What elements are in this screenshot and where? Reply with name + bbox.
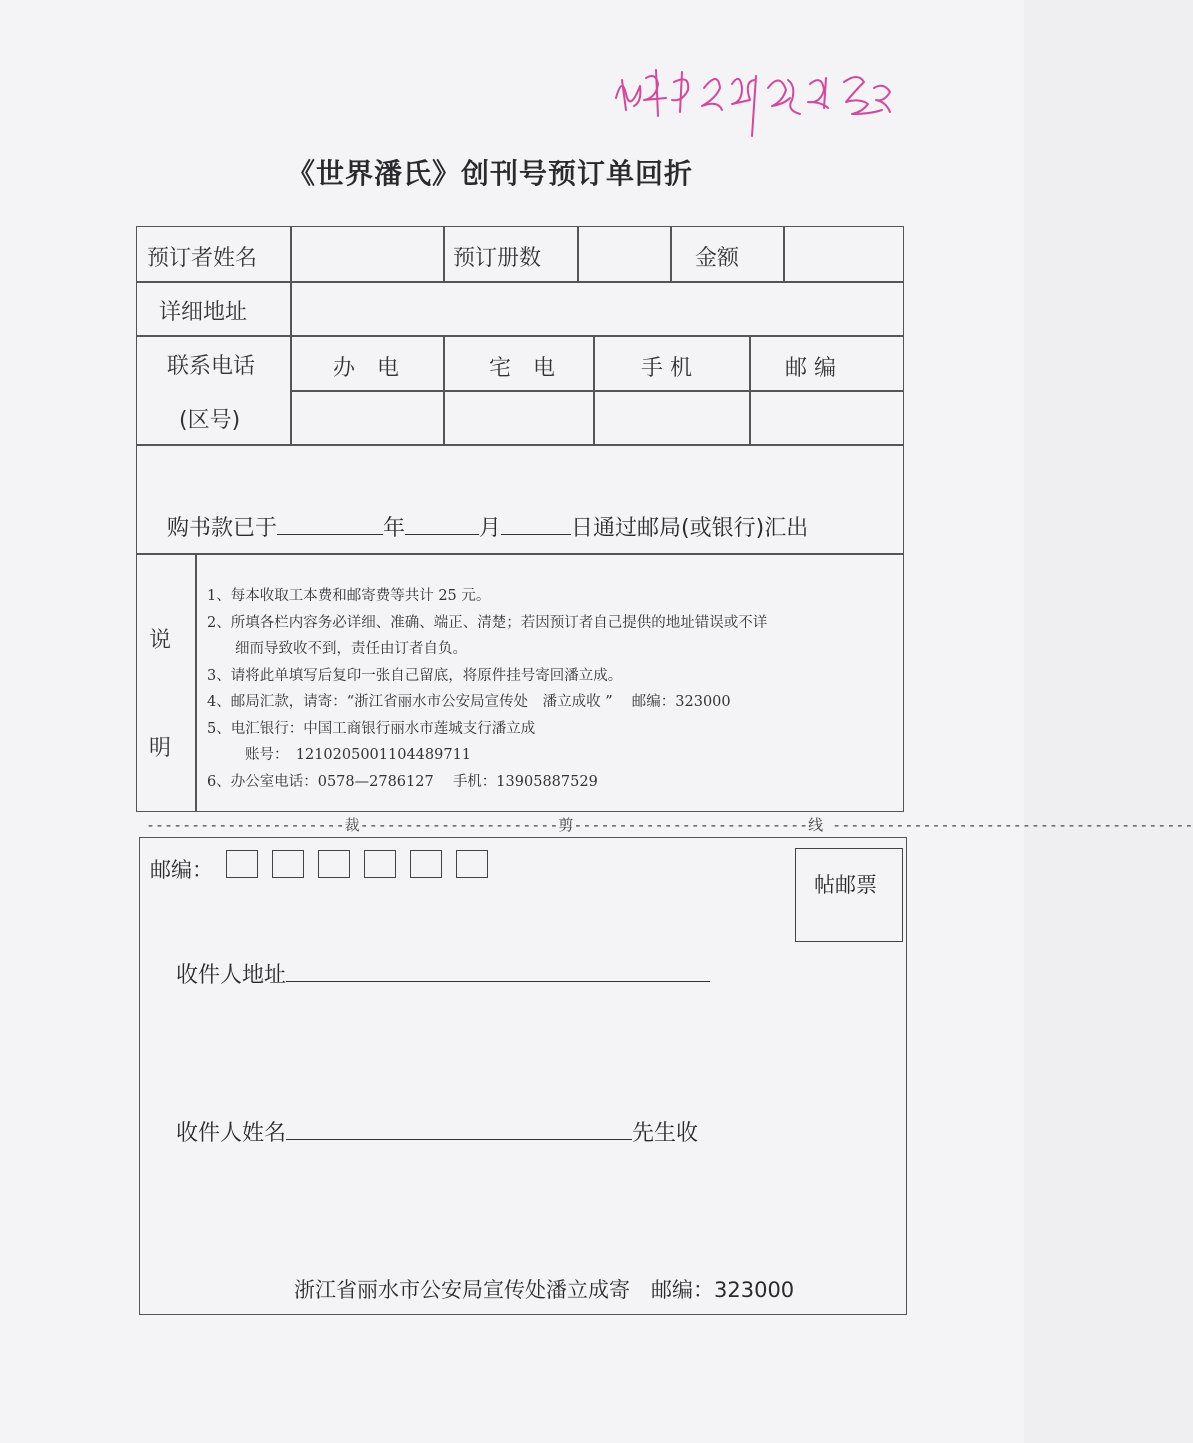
note-item: 账号： 1210205001104489711 — [245, 747, 472, 763]
note-item: 细而导致收不到，责任由订者自负。 — [235, 641, 467, 657]
year-blank — [277, 512, 383, 535]
cut-line: ----------------------裁----------------------剪--------------------------线 ---------------------------------------- — [146, 816, 1193, 834]
amount-label: 金额 — [695, 246, 740, 271]
address-label: 详细地址 — [159, 300, 248, 325]
recipient-address-label: 收件人地址 — [176, 963, 287, 988]
table-rule — [783, 227, 785, 281]
payment-sentence — [167, 511, 808, 542]
handwritten-signature-icon — [612, 58, 912, 138]
table-rule — [443, 227, 445, 281]
postcode-box[interactable] — [226, 850, 258, 878]
office-phone-label: 办 电 — [333, 356, 400, 381]
notes-list — [207, 583, 903, 795]
recipient-address-blank[interactable] — [286, 959, 710, 982]
table-rule — [290, 390, 903, 392]
phone-label: 联系电话 — [167, 354, 256, 379]
table-rule — [137, 444, 903, 446]
postcode-box[interactable] — [318, 850, 350, 878]
note-item: 4、邮局汇款，请寄：“浙江省丽水市公安局宣传处 潘立成收 ” 邮编：323000 — [207, 694, 731, 710]
table-rule — [749, 335, 751, 444]
note-item: 6、办公室电话：0578—2786127 手机：13905887529 — [207, 773, 598, 790]
recipient-name-line — [176, 1116, 698, 1147]
notes-label-1: 说 — [149, 628, 172, 653]
stamp-box — [795, 848, 903, 942]
copies-label: 预订册数 — [453, 246, 542, 271]
day-blank — [501, 512, 571, 535]
sender-line: 浙江省丽水市公安局宣传处潘立成寄 邮编：323000 — [294, 1278, 795, 1302]
note-item: 5、电汇银行：中国工商银行丽水市莲城支行潘立成 — [207, 720, 536, 737]
payment-prefix: 购书款已于 — [167, 516, 278, 541]
recipient-suffix: 先生收 — [632, 1121, 699, 1146]
subscriber-name-label: 预订者姓名 — [147, 246, 258, 271]
table-rule — [443, 335, 445, 444]
note-item: 3、请将此单填写后复印一张自己留底，将原件挂号寄回潘立成。 — [207, 667, 623, 684]
home-phone-label: 宅 电 — [489, 356, 556, 381]
handwritten-note — [612, 58, 912, 138]
table-rule — [137, 553, 903, 555]
table-rule — [137, 281, 903, 283]
note-item: 1、每本收取工本费和邮寄费等共计 25 元。 — [207, 588, 491, 604]
payment-month: 月 — [479, 516, 502, 541]
postcode-box[interactable] — [272, 850, 304, 878]
table-rule — [577, 227, 579, 281]
table-rule — [593, 335, 595, 444]
page-title: 《世界潘氏》创刊号预订单回折 — [286, 157, 693, 190]
recipient-name-label: 收件人姓名 — [176, 1121, 287, 1146]
envelope-postcode-label: 邮编： — [150, 858, 213, 882]
postcode-label: 邮 编 — [785, 356, 836, 381]
table-rule — [137, 335, 903, 337]
postcode-box[interactable] — [364, 850, 396, 878]
postcode-box[interactable] — [456, 850, 488, 878]
note-item: 2、所填各栏内容务必详细、准确、端正、清楚；若因预订者自己提供的地址错误或不详 — [207, 614, 768, 631]
month-blank — [405, 512, 479, 535]
area-code-label: (区号) — [179, 408, 241, 433]
mobile-label: 手 机 — [641, 356, 692, 381]
table-rule — [670, 227, 672, 281]
recipient-name-blank[interactable] — [286, 1117, 632, 1140]
notes-label-2: 明 — [149, 736, 172, 761]
payment-suffix: 日通过邮局(或银行)汇出 — [571, 516, 809, 541]
postcode-box[interactable] — [410, 850, 442, 878]
order-form-table — [136, 226, 904, 812]
envelope-section — [139, 837, 907, 1315]
payment-year: 年 — [383, 516, 406, 541]
recipient-address-line — [176, 958, 710, 989]
table-rule — [290, 227, 292, 444]
table-rule — [195, 553, 197, 811]
stamp-label: 帖邮票 — [814, 873, 877, 897]
